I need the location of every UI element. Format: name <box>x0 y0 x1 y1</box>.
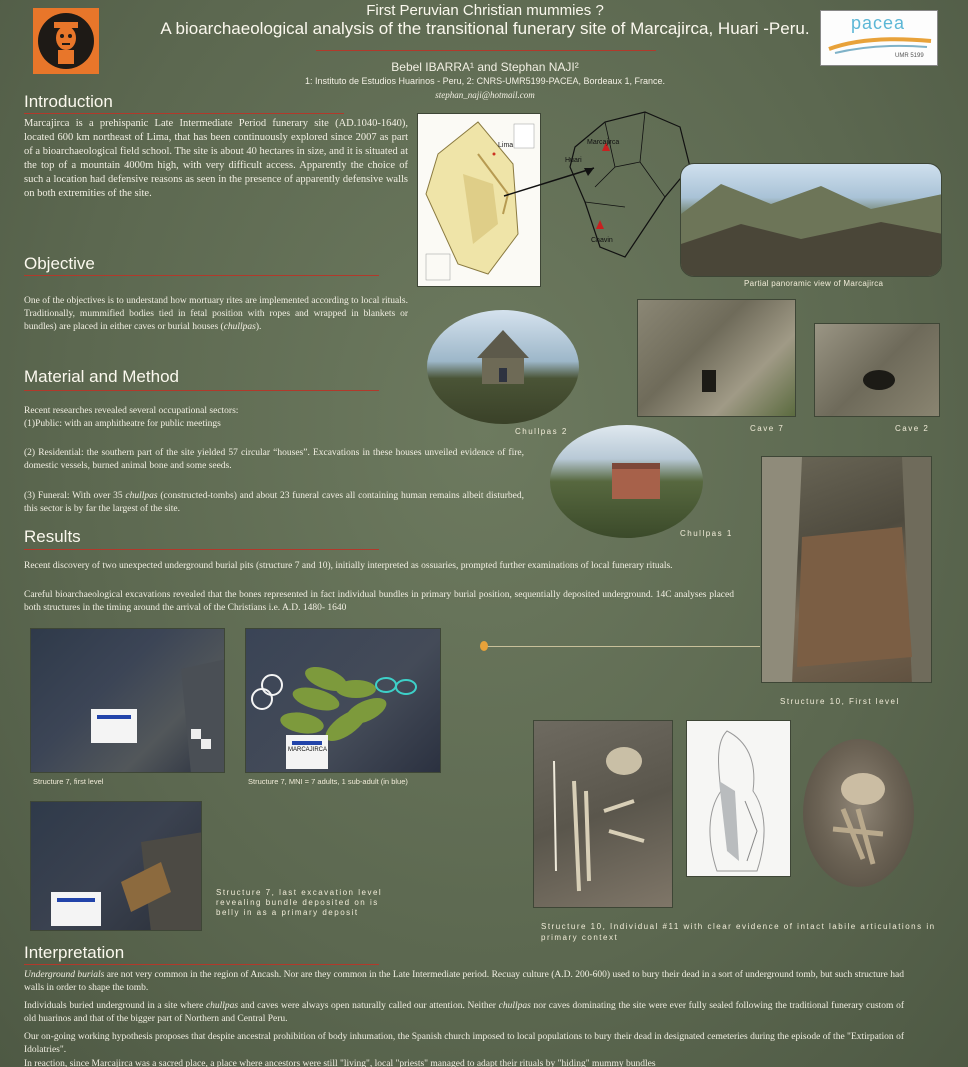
poster-title-line2: A bioarchaeological analysis of the transitional funerary site of Marcajirca, Huari -Peru. <box>160 19 810 38</box>
title-divider <box>316 50 656 51</box>
results-divider <box>24 549 379 550</box>
map-label-marcajirca: Marcajirca <box>587 139 620 146</box>
peru-map <box>417 113 541 287</box>
structure10-individual-photo <box>533 720 673 908</box>
poster-title-line1: First Peruvian Christian mummies ? <box>366 2 604 19</box>
institute-logo <box>33 8 99 74</box>
email: stephan_naji@hotmail.com <box>435 90 535 100</box>
connector-line <box>485 646 760 647</box>
introduction-heading: Introduction <box>24 92 113 111</box>
method-p3: (2) Residential: the southern part of the site yielded 57 circular “houses”. Excavations in these houses unveiled evidence of fire, domestic vessels, burned animal bone and some seeds. <box>24 448 524 471</box>
panorama-photo <box>680 163 942 277</box>
results-heading: Results <box>24 527 81 546</box>
structure10-drawing <box>686 720 791 877</box>
structure7-board-label: MARCAJIRCA <box>288 747 328 753</box>
interpretation-p1-italic: Underground burials <box>24 970 105 980</box>
cave2-photo <box>814 323 940 417</box>
method-p4 <box>24 490 524 516</box>
introduction-divider <box>24 113 344 114</box>
chullpas1-photo <box>550 425 703 538</box>
cave7-photo <box>637 299 796 417</box>
structure7-last-level-caption: Structure 7, last excavation level revealing bundle deposited on is belly in as a primary deposit <box>216 888 383 917</box>
interpretation-heading: Interpretation <box>24 943 125 962</box>
method-p4-b: (constructed-tombs) and about 23 funeral caves all containing human remains albeit disturbed, this sector is by far the largest of the site. <box>24 491 525 514</box>
results-p2: Careful bioarchaeological excavations revealed that the bones represented in fact individual bundles in primary burial position, sequentially deposited underground. 14C analyses placed both structures in the timing around the arrival of the Christians i.e. A.D. 1480- 1640 <box>24 590 734 613</box>
authors: Bebel IBARRA¹ and Stephan NAJI² <box>391 60 579 74</box>
results-p1: Recent discovery of two unexpected underground burial pits (structure 7 and 10), initially interpreted as ossuaries, prompted further examinations of local funerary rituals. <box>24 561 673 571</box>
chullpas2-caption: Chullpas 2 <box>515 427 568 436</box>
structure10-individual-caption: Structure 10, Individual #11 with clear evidence of intact labile articulations in primary context <box>541 922 936 942</box>
swoosh-icon <box>827 35 933 55</box>
structure10-first-level-photo <box>761 456 932 683</box>
affiliations: 1: Instituto de Estudios Huarinos - Peru, 2: CNRS-UMR5199-PACEA, Bordeaux 1, France. <box>305 76 665 86</box>
interpretation-p2-b: and caves were always open naturally called our attention. Neither <box>238 1001 499 1011</box>
method-p4-italic: chullpas <box>125 491 158 501</box>
method-p1: Recent researches revealed several occupational sectors: <box>24 406 239 416</box>
introduction-text: Marcajirca is a prehispanic Late Intermediate Period funerary site (AD.1040-1640), located 600 km northeast of Lima, that has been continuously explored since 2007 as part of a bioarchaeological field school. The site is about 40 hectares in size, and it is situated at the top of a mountain 4000m high, with very difficult access. Apparently the choice of such a location had defensive reasons as seen in the presence of apparently defensive walls on both extremities of the site. <box>24 118 408 199</box>
map-arrow-icon <box>500 160 600 200</box>
objective-heading: Objective <box>24 254 95 273</box>
method-p2: (1)Public: with an amphitheatre for public meetings <box>24 419 221 429</box>
interpretation-p4: In reaction, since Marcajirca was a sacred place, a place where ancestors were still "living", local "priests" managed to adapt their rituals by "hiding" mummy bundles <box>24 1059 656 1067</box>
cave7-caption: Cave 7 <box>750 424 785 433</box>
interpretation-p1-text: are not very common in the region of Ancash. Nor are they common in the Late Intermediate period. Recuay culture (A.D. 200-600) used to bury their dead in a sort of underground tomb, but such structure had walls in order to shape the tomb. <box>24 970 904 993</box>
pacea-logo-sub: UMR 5199 <box>895 53 924 59</box>
method-heading: Material and Method <box>24 367 179 386</box>
interpretation-p2-italic2: chullpas <box>498 1001 531 1011</box>
panorama-caption: Partial panoramic view of Marcajirca <box>744 279 884 288</box>
interpretation-p3: Our on-going working hypothesis proposes that despite ancestral prohibition of body inhumation, the Spanish church imposed to local populations to bury their dead in designated cemeteries during the episode of the "Extirpation of Idolatries". <box>24 1032 904 1055</box>
interpretation-p2 <box>24 1000 904 1026</box>
cave2-caption: Cave 2 <box>895 424 930 433</box>
method-p4-a: (3) Funeral: With over 35 <box>24 491 126 501</box>
objective-text <box>24 295 408 334</box>
objective-text-b: ). <box>255 322 262 332</box>
objective-divider <box>24 275 379 276</box>
objective-text-a: One of the objectives is to understand how mortuary rites are implemented according to local rituals. Traditionally, mummified bodies tied in fetal position with ropes and wrapped in blankets or bundles) are placed in either caves or burial houses ( <box>24 296 408 332</box>
structure10-first-level-caption: Structure 10, First level <box>780 697 900 706</box>
connector-dot-icon <box>480 641 488 651</box>
method-divider <box>24 390 379 391</box>
interpretation-p2-a: Individuals buried underground in a site where <box>24 1001 206 1011</box>
interpretation-p2-c: nor caves dominating the site were ever fully sealed following the traditional funerary custom of old huarinos and that of the bigger part of Northern and Central Peru. <box>24 1001 904 1024</box>
interpretation-divider <box>24 964 379 965</box>
chullpas1-caption: Chullpas 1 <box>680 529 733 538</box>
structure10-detail-photo <box>803 739 914 887</box>
structure7-mni-photo <box>245 628 441 773</box>
structure7-first-level-photo <box>30 628 225 773</box>
structure7-mni-caption: Structure 7, MNI = 7 adults, 1 sub-adult (in blue) <box>248 777 408 786</box>
objective-text-italic: chullpas <box>223 322 256 332</box>
interpretation-p2-italic1: chullpas <box>205 1001 239 1011</box>
structure7-last-level-photo <box>30 801 202 931</box>
map-label-chavin: Chavin <box>591 237 613 244</box>
pacea-logo-text: pacea <box>851 13 906 33</box>
pacea-logo <box>820 10 938 66</box>
interpretation-p1 <box>24 969 904 995</box>
map-label-lima: Lima <box>498 142 514 149</box>
structure7-first-level-caption: Structure 7, first level <box>33 777 104 786</box>
map-label-huari: Huari <box>565 157 582 164</box>
